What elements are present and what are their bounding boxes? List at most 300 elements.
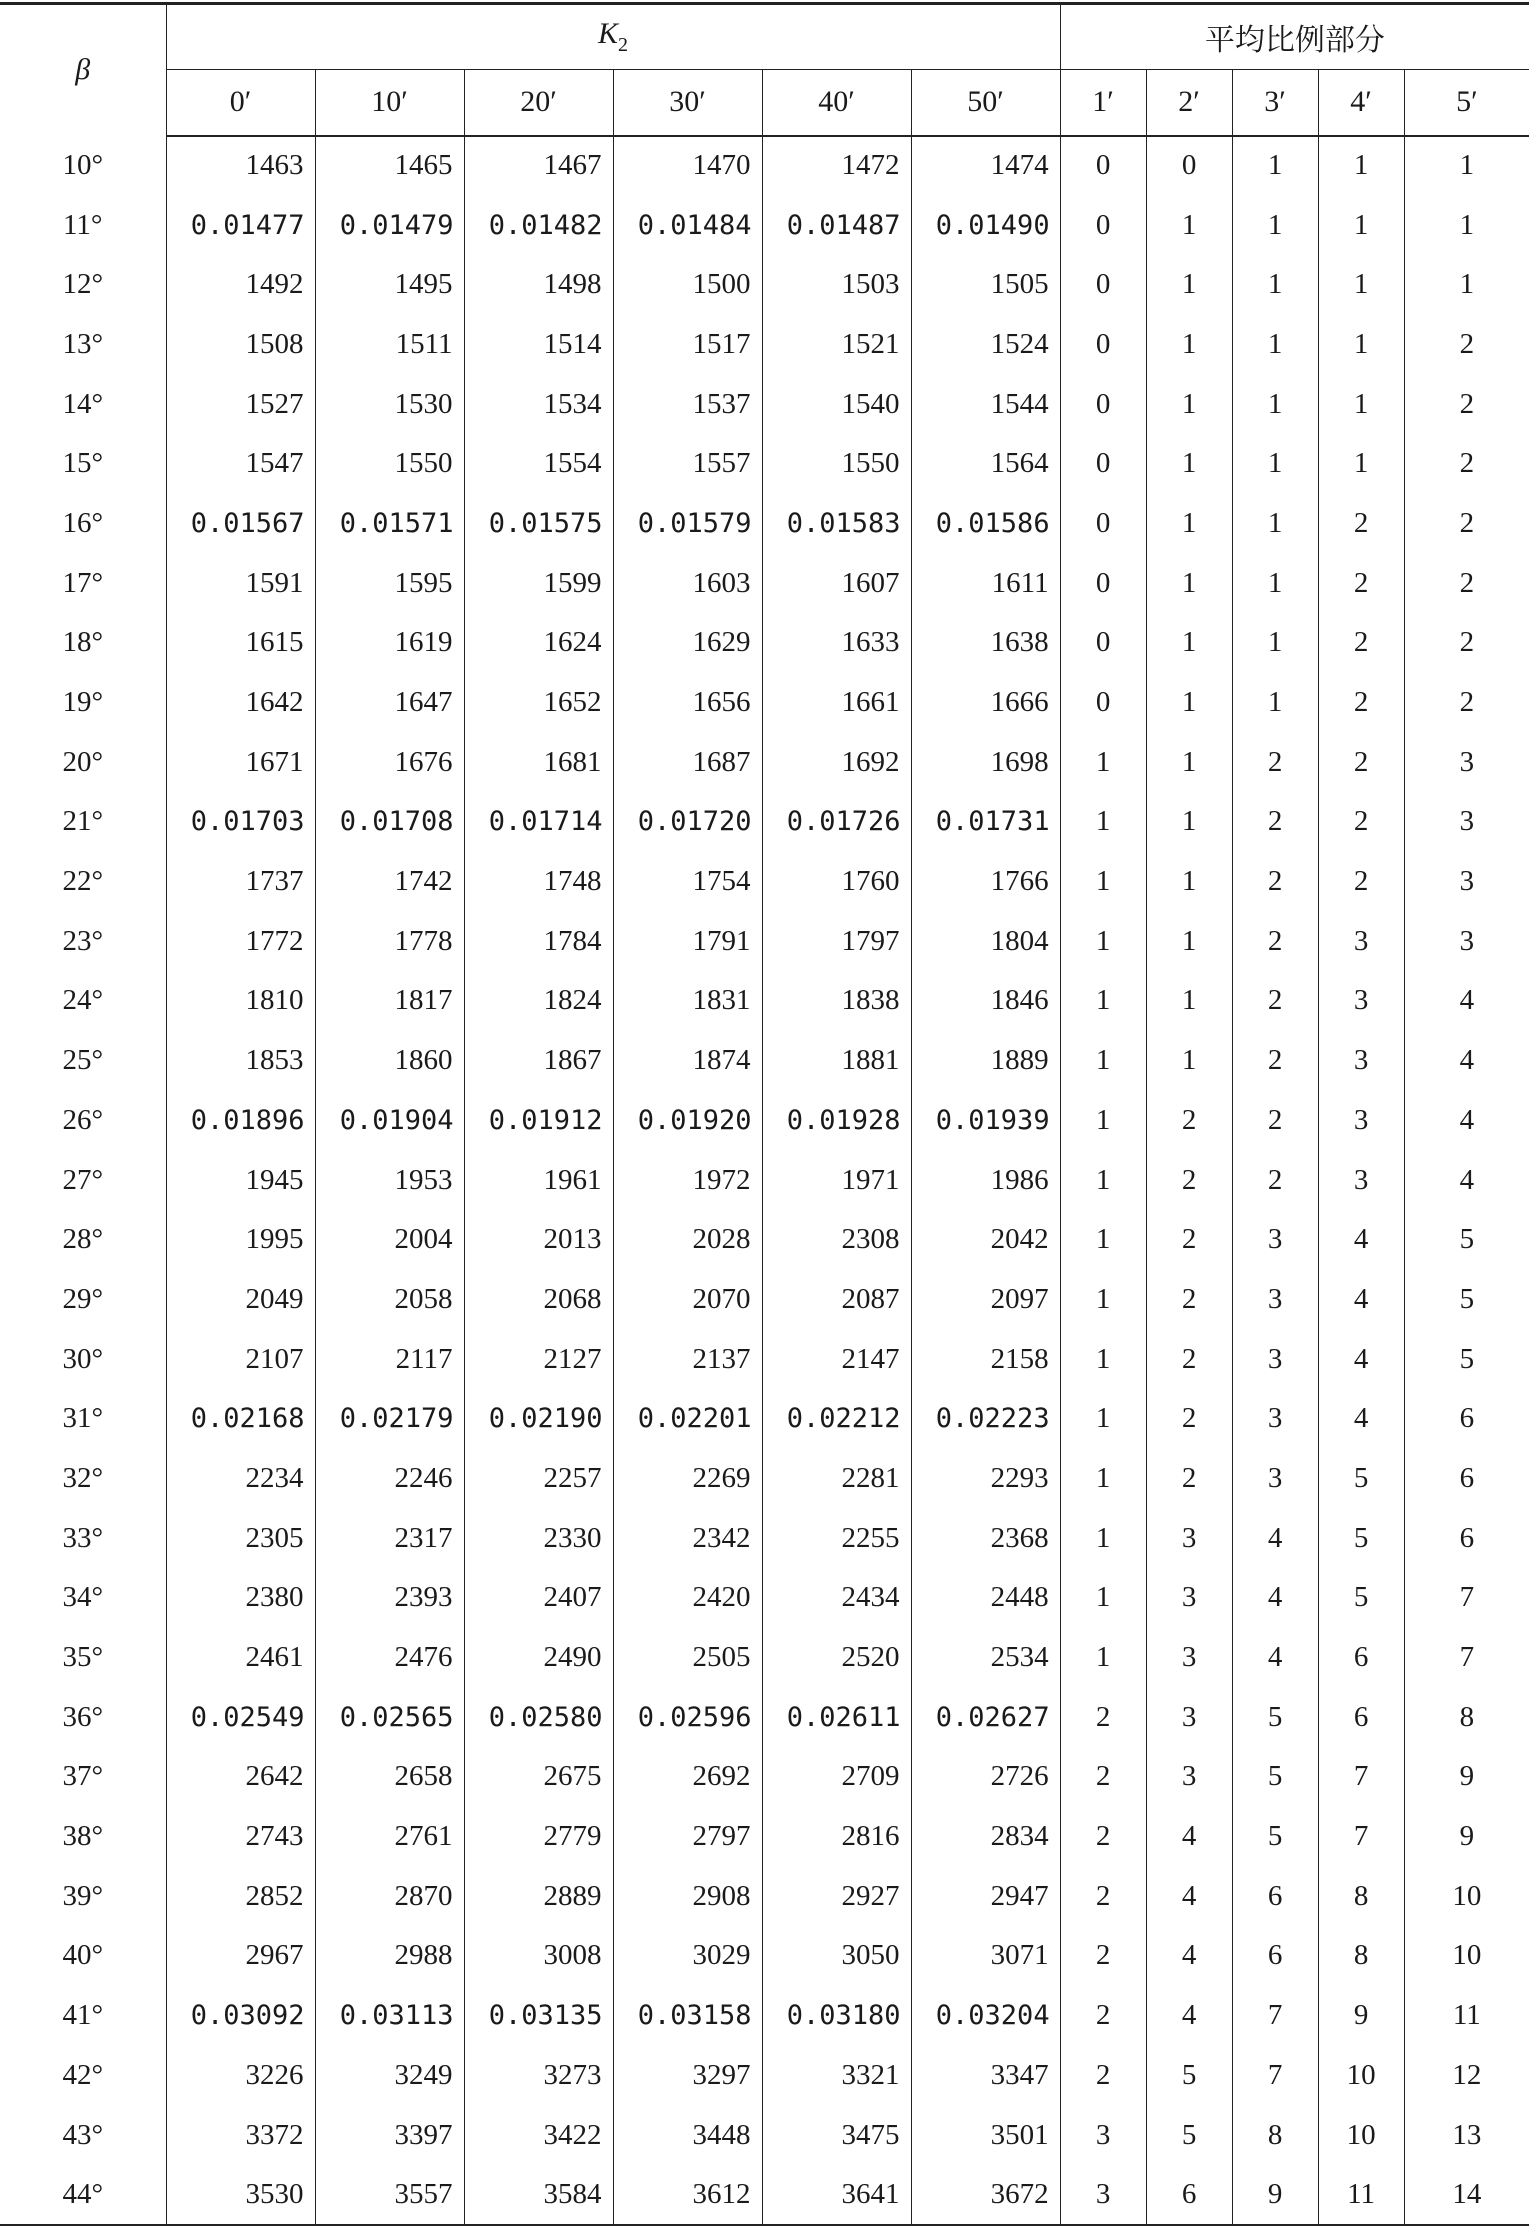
k2-value-cell: 0.01904 [315,1091,464,1151]
k2-value-cell: 1676 [315,732,464,792]
proportional-part-cell: 2 [1404,553,1529,613]
table-row [0,792,1529,852]
k2-value-cell: 2988 [315,1926,464,1986]
proportional-part-cell: 10 [1318,2105,1404,2165]
k2-value-cell: 1599 [464,553,613,613]
k2-value-cell: 0.01703 [166,792,315,852]
proportional-part-cell: 6 [1318,1628,1404,1688]
k2-value-cell: 3641 [762,2165,911,2225]
proportional-part-cell: 6 [1232,1926,1318,1986]
k2-value-cell: 2158 [911,1329,1060,1389]
proportional-part-cell: 3 [1232,1329,1318,1389]
k2-value-cell: 1874 [613,1031,762,1091]
proportional-part-cell: 5 [1404,1270,1529,1330]
proportional-part-cell: 4 [1318,1329,1404,1389]
table-row [0,1449,1529,1509]
table-row [0,553,1529,613]
proportional-part-cell: 2 [1318,613,1404,673]
k2-value-cell: 2246 [315,1449,464,1509]
proportional-part-cell: 1 [1232,136,1318,196]
proportional-part-cell: 1 [1404,195,1529,255]
proportional-part-cell: 4 [1404,1031,1529,1091]
k2-value-cell: 0.02580 [464,1687,613,1747]
proportional-part-cell: 1 [1060,1210,1146,1270]
proportional-part-cell: 1 [1146,732,1232,792]
k2-value-cell: 1666 [911,673,1060,733]
table-header [0,4,1529,136]
proportional-part-cell: 1 [1146,673,1232,733]
proportional-part-cell: 1 [1232,673,1318,733]
proportional-part-cell: 4 [1146,1986,1232,2046]
beta-angle-cell: 27° [62,1163,104,1196]
beta-angle-cell: 25° [62,1044,104,1077]
proportional-part-cell: 1 [1060,1329,1146,1389]
k2-value-cell: 1961 [464,1150,613,1210]
k2-value-cell: 1797 [762,911,911,971]
proportional-part-cell: 6 [1404,1389,1529,1449]
table-row [0,1926,1529,1986]
beta-angle-cell: 33° [62,1521,104,1554]
proportional-part-cell: 10 [1318,2046,1404,2106]
k2-value-cell: 1945 [166,1150,315,1210]
k2-value-cell: 0.02201 [613,1389,762,1449]
k2-value-cell: 2097 [911,1270,1060,1330]
k2-value-cell: 1465 [315,136,464,196]
proportional-part-cell: 1 [1232,195,1318,255]
k2-value-cell: 2434 [762,1568,911,1628]
proportional-part-cell: 1 [1060,792,1146,852]
proportional-part-cell: 11 [1318,2165,1404,2225]
k2-value-cell: 2281 [762,1449,911,1509]
proportional-part-cell: 7 [1404,1568,1529,1628]
k2-value-cell: 1853 [166,1031,315,1091]
k2-value-cell: 3226 [166,2046,315,2106]
k2-value-cell: 1784 [464,911,613,971]
proportional-part-cell: 1 [1060,1091,1146,1151]
k2-symbol: K [598,17,619,50]
k2-value-cell: 1527 [166,374,315,434]
proportional-part-cell: 0 [1060,136,1146,196]
proportional-part-cell: 5 [1404,1210,1529,1270]
proportional-part-cell: 0 [1060,315,1146,375]
k2-minute-header: 10′ [315,70,464,136]
k2-value-cell: 3475 [762,2105,911,2165]
proportional-part-cell: 4 [1232,1568,1318,1628]
beta-angle-cell: 29° [62,1282,104,1315]
k2-value-cell: 1540 [762,374,911,434]
proportional-part-cell: 9 [1404,1747,1529,1807]
beta-angle-cell: 24° [62,984,104,1017]
proportional-part-cell: 4 [1232,1508,1318,1568]
k2-value-cell: 0.02627 [911,1687,1060,1747]
k2-value-cell: 1748 [464,852,613,912]
k2-value-cell: 0.02168 [166,1389,315,1449]
k2-value-cell: 2534 [911,1628,1060,1688]
proportional-part-cell: 2 [1318,852,1404,912]
proportional-part-cell: 4 [1404,971,1529,1031]
k2-value-cell: 0.01928 [762,1091,911,1151]
proportional-part-cell: 5 [1146,2105,1232,2165]
k2-value-cell: 0.02565 [315,1687,464,1747]
beta-angle-cell: 18° [62,626,104,659]
k2-value-cell: 0.01490 [911,195,1060,255]
proportional-part-cell: 0 [1060,195,1146,255]
k2-value-cell: 2068 [464,1270,613,1330]
proportional-part-cell: 1 [1146,613,1232,673]
table-row [0,1091,1529,1151]
table-row [0,374,1529,434]
k2-value-cell: 1698 [911,732,1060,792]
k2-value-cell: 1846 [911,971,1060,1031]
k2-value-cell: 1615 [166,613,315,673]
k2-value-cell: 2743 [166,1807,315,1867]
proportional-part-cell: 1 [1146,255,1232,315]
header-row-minutes [0,70,1529,136]
proportional-part-cell: 1 [1146,494,1232,554]
beta-angle-cell: 42° [62,2058,104,2091]
k2-minute-header: 50′ [911,70,1060,136]
k2-value-cell: 1503 [762,255,911,315]
k2-value-cell: 0.01920 [613,1091,762,1151]
table-row [0,1508,1529,1568]
proportional-part-cell: 6 [1318,1687,1404,1747]
table-row [0,434,1529,494]
k2-value-cell: 0.01575 [464,494,613,554]
k2-value-cell: 1492 [166,255,315,315]
proportional-part-cell: 2 [1232,792,1318,852]
proportional-part-cell: 2 [1146,1449,1232,1509]
k2-value-cell: 1514 [464,315,613,375]
k2-value-cell: 1544 [911,374,1060,434]
k2-value-table [0,2,1529,2226]
proportional-part-cell: 8 [1404,1687,1529,1747]
k2-value-cell: 1671 [166,732,315,792]
proportional-part-cell: 1 [1318,434,1404,494]
beta-angle-cell: 21° [62,805,104,838]
k2-value-cell: 1550 [762,434,911,494]
proportional-part-cell: 1 [1318,136,1404,196]
proportional-part-cell: 6 [1146,2165,1232,2225]
k2-value-cell: 0.03113 [315,1986,464,2046]
proportional-part-cell: 1 [1232,494,1318,554]
table-row [0,1628,1529,1688]
beta-angle-cell: 39° [62,1879,104,1912]
k2-value-cell: 2137 [613,1329,762,1389]
table-row [0,2105,1529,2165]
k2-value-cell: 3249 [315,2046,464,2106]
beta-angle-cell: 12° [62,268,104,301]
prop-minute-header: 2′ [1146,70,1232,136]
k2-value-cell: 1524 [911,315,1060,375]
proportional-part-cell: 7 [1318,1747,1404,1807]
proportional-part-cell: 7 [1232,2046,1318,2106]
k2-value-cell: 0.01482 [464,195,613,255]
table-body [0,136,1529,2225]
proportional-part-cell: 3 [1232,1270,1318,1330]
proportional-part-cell: 5 [1232,1687,1318,1747]
proportional-part-cell: 2 [1060,1747,1146,1807]
k2-value-cell: 0.01477 [166,195,315,255]
proportional-part-cell: 2 [1146,1270,1232,1330]
beta-angle-cell: 43° [62,2118,104,2151]
k2-value-cell: 1953 [315,1150,464,1210]
table-row [0,195,1529,255]
k2-value-cell: 1505 [911,255,1060,315]
proportional-part-cell: 4 [1404,1150,1529,1210]
proportional-part-cell: 5 [1318,1508,1404,1568]
k2-value-cell: 2967 [166,1926,315,1986]
k2-value-cell: 1772 [166,911,315,971]
k2-value-cell: 1971 [762,1150,911,1210]
k2-value-cell: 1603 [613,553,762,613]
table-row [0,255,1529,315]
k2-value-cell: 2852 [166,1866,315,1926]
proportional-part-cell: 5 [1146,2046,1232,2106]
k2-value-cell: 1534 [464,374,613,434]
proportional-part-cell: 3 [1146,1687,1232,1747]
proportional-part-cell: 2 [1232,1031,1318,1091]
proportional-part-cell: 3 [1060,2105,1146,2165]
k2-value-cell: 1791 [613,911,762,971]
proportional-part-cell: 0 [1060,673,1146,733]
k2-value-cell: 3029 [613,1926,762,1986]
k2-value-cell: 3297 [613,2046,762,2106]
k2-value-cell: 2380 [166,1568,315,1628]
k2-value-cell: 1692 [762,732,911,792]
k2-subscript: 2 [618,34,629,56]
proportional-part-cell: 1 [1232,434,1318,494]
proportional-part-cell: 3 [1404,852,1529,912]
proportional-part-cell: 8 [1318,1926,1404,1986]
proportional-part-cell: 1 [1060,732,1146,792]
table-row [0,1031,1529,1091]
k2-value-cell: 1521 [762,315,911,375]
k2-value-cell: 3347 [911,2046,1060,2106]
proportional-part-cell: 1 [1232,374,1318,434]
beta-angle-cell: 35° [62,1641,104,1674]
prop-minute-header: 1′ [1060,70,1146,136]
k2-value-cell: 2816 [762,1807,911,1867]
k2-value-cell: 2692 [613,1747,762,1807]
proportional-part-cell: 2 [1146,1210,1232,1270]
table-row [0,1150,1529,1210]
proportional-parts-group-header: 平均比例部分 [1060,4,1529,70]
k2-value-cell: 3422 [464,2105,613,2165]
k2-value-cell: 2127 [464,1329,613,1389]
proportional-part-cell: 3 [1318,1150,1404,1210]
proportional-part-cell: 14 [1404,2165,1529,2225]
proportional-part-cell: 10 [1404,1866,1529,1926]
k2-value-cell: 1472 [762,136,911,196]
k2-value-cell: 1517 [613,315,762,375]
k2-value-cell: 1624 [464,613,613,673]
k2-value-cell: 1611 [911,553,1060,613]
k2-value-cell: 1564 [911,434,1060,494]
table-row [0,1389,1529,1449]
k2-value-cell: 2889 [464,1866,613,1926]
proportional-part-cell: 0 [1060,434,1146,494]
k2-value-cell: 1547 [166,434,315,494]
beta-angle-cell: 22° [62,865,104,898]
proportional-part-cell: 1 [1318,195,1404,255]
k2-value-cell: 3397 [315,2105,464,2165]
k2-value-cell: 2797 [613,1807,762,1867]
k2-value-cell: 1550 [315,434,464,494]
k2-table-container [0,2,1529,2226]
beta-angle-cell: 26° [62,1103,104,1136]
proportional-part-cell: 6 [1404,1508,1529,1568]
k2-value-cell: 3050 [762,1926,911,1986]
proportional-part-cell: 1 [1232,315,1318,375]
k2-value-cell: 1633 [762,613,911,673]
proportional-part-cell: 2 [1146,1389,1232,1449]
beta-angle-cell: 36° [62,1700,104,1733]
k2-value-cell: 3530 [166,2165,315,2225]
proportional-part-cell: 4 [1318,1270,1404,1330]
beta-angle-cell: 16° [62,506,104,539]
k2-value-cell: 0.01567 [166,494,315,554]
proportional-part-cell: 3 [1146,1747,1232,1807]
k2-value-cell: 0.03180 [762,1986,911,2046]
k2-value-cell: 1860 [315,1031,464,1091]
k2-value-cell: 1681 [464,732,613,792]
k2-value-cell: 0.02549 [166,1687,315,1747]
proportional-part-cell: 2 [1404,434,1529,494]
k2-value-cell: 1760 [762,852,911,912]
proportional-part-cell: 5 [1232,1807,1318,1867]
k2-value-cell: 2927 [762,1866,911,1926]
k2-value-cell: 1530 [315,374,464,434]
k2-value-cell: 3372 [166,2105,315,2165]
beta-angle-cell: 11° [62,208,103,241]
k2-value-cell: 1766 [911,852,1060,912]
proportional-part-cell: 2 [1060,2046,1146,2106]
proportional-part-cell: 2 [1146,1329,1232,1389]
proportional-part-cell: 2 [1146,1091,1232,1151]
proportional-part-cell: 2 [1060,1926,1146,1986]
beta-angle-cell: 10° [62,148,104,181]
k2-value-cell: 0.03092 [166,1986,315,2046]
table-row [0,1807,1529,1867]
k2-value-cell: 0.02190 [464,1389,613,1449]
table-row [0,2046,1529,2106]
proportional-part-cell: 2 [1232,852,1318,912]
k2-value-cell: 1867 [464,1031,613,1091]
table-row [0,315,1529,375]
beta-angle-cell: 37° [62,1760,104,1793]
table-row [0,1270,1529,1330]
k2-value-cell: 1607 [762,553,911,613]
beta-angle-cell: 13° [62,327,104,360]
proportional-part-cell: 9 [1232,2165,1318,2225]
proportional-part-cell: 4 [1318,1389,1404,1449]
k2-value-cell: 2490 [464,1628,613,1688]
k2-value-cell: 1778 [315,911,464,971]
k2-value-cell: 1817 [315,971,464,1031]
proportional-part-cell: 7 [1318,1807,1404,1867]
k2-value-cell: 2317 [315,1508,464,1568]
k2-value-cell: 2234 [166,1449,315,1509]
proportional-part-cell: 3 [1404,792,1529,852]
proportional-part-cell: 1 [1146,315,1232,375]
k2-value-cell: 2368 [911,1508,1060,1568]
proportional-part-cell: 1 [1232,553,1318,613]
k2-value-cell: 1629 [613,613,762,673]
proportional-part-cell: 4 [1146,1807,1232,1867]
prop-minute-header: 4′ [1318,70,1404,136]
beta-angle-cell: 31° [62,1402,104,1435]
beta-angle-cell: 32° [62,1461,104,1494]
proportional-part-cell: 4 [1318,1210,1404,1270]
proportional-part-cell: 3 [1232,1210,1318,1270]
k2-value-cell: 3612 [613,2165,762,2225]
k2-value-cell: 2761 [315,1807,464,1867]
k2-value-cell: 1838 [762,971,911,1031]
proportional-part-cell: 3 [1060,2165,1146,2225]
proportional-part-cell: 2 [1404,613,1529,673]
k2-value-cell: 3584 [464,2165,613,2225]
proportional-part-cell: 6 [1232,1866,1318,1926]
k2-value-cell: 0.02611 [762,1687,911,1747]
beta-angle-cell: 20° [62,745,104,778]
proportional-part-cell: 1 [1060,852,1146,912]
proportional-part-cell: 1 [1404,255,1529,315]
beta-angle-cell: 19° [62,686,104,719]
proportional-part-cell: 13 [1404,2105,1529,2165]
proportional-part-cell: 9 [1404,1807,1529,1867]
k2-value-cell: 0.01714 [464,792,613,852]
beta-angle-cell: 40° [62,1939,104,1972]
k2-value-cell: 3008 [464,1926,613,1986]
k2-value-cell: 1591 [166,553,315,613]
k2-value-cell: 2269 [613,1449,762,1509]
proportional-part-cell: 3 [1318,1091,1404,1151]
proportional-part-cell: 2 [1232,1091,1318,1151]
k2-value-cell: 2255 [762,1508,911,1568]
k2-value-cell: 2117 [315,1329,464,1389]
table-row [0,1986,1529,2046]
proportional-part-cell: 4 [1232,1628,1318,1688]
k2-value-cell: 0.03158 [613,1986,762,2046]
k2-value-cell: 0.03204 [911,1986,1060,2046]
k2-value-cell: 2870 [315,1866,464,1926]
k2-value-cell: 1498 [464,255,613,315]
proportional-part-cell: 3 [1146,1628,1232,1688]
k2-minute-header: 20′ [464,70,613,136]
k2-value-cell: 2779 [464,1807,613,1867]
k2-value-cell: 2461 [166,1628,315,1688]
k2-value-cell: 1687 [613,732,762,792]
k2-value-cell: 1881 [762,1031,911,1091]
proportional-part-cell: 6 [1404,1449,1529,1509]
proportional-part-cell: 2 [1232,732,1318,792]
k2-value-cell: 2505 [613,1628,762,1688]
k2-value-cell: 1595 [315,553,464,613]
proportional-part-cell: 2 [1146,1150,1232,1210]
proportional-part-cell: 1 [1146,971,1232,1031]
beta-angle-cell: 41° [62,1999,104,2032]
k2-value-cell: 1742 [315,852,464,912]
proportional-part-cell: 1 [1318,255,1404,315]
proportional-part-cell: 5 [1232,1747,1318,1807]
table-row [0,971,1529,1031]
k2-value-cell: 3321 [762,2046,911,2106]
k2-value-cell: 3557 [315,2165,464,2225]
k2-value-cell: 2147 [762,1329,911,1389]
proportional-part-cell: 7 [1232,1986,1318,2046]
k2-value-cell: 1467 [464,136,613,196]
proportional-part-cell: 1 [1060,1508,1146,1568]
